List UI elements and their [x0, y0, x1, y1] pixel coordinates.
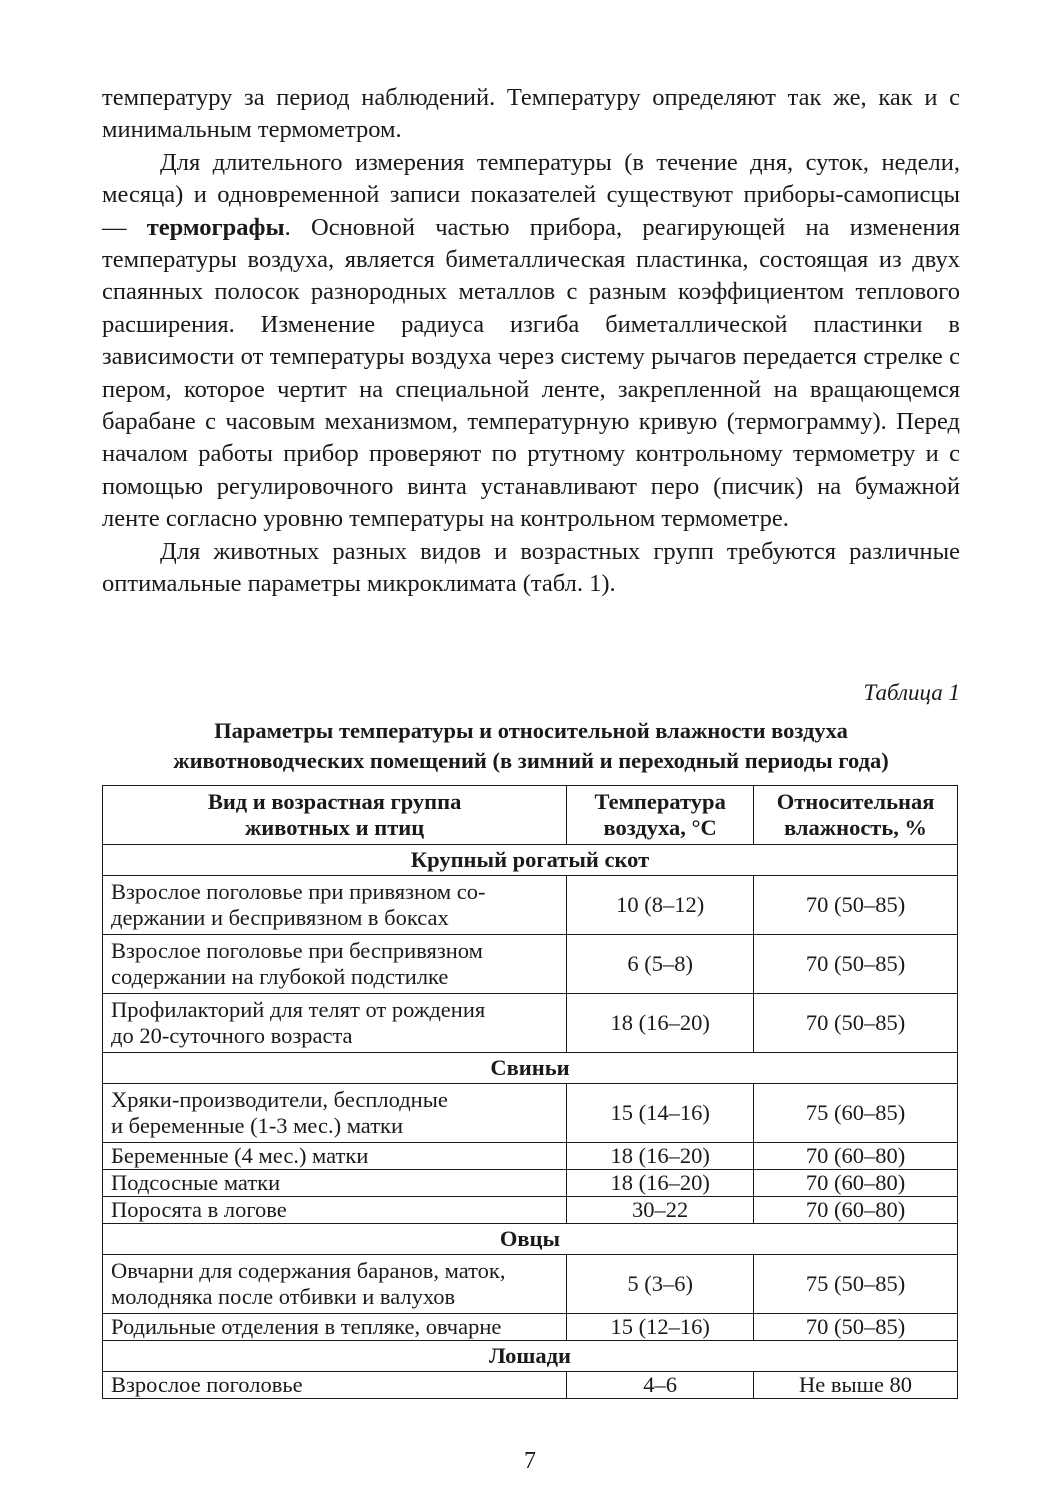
table-caption: [102, 716, 960, 776]
animal-cell: Хряки-производители, бесплодные и беременные (1-3 мес.) матки: [103, 1084, 567, 1143]
humidity-cell: 70 (50–85): [754, 1314, 958, 1341]
temperature-cell: 4–6: [567, 1372, 754, 1399]
paragraph-2-start: Для длительного измерения температуры (в течение дня, суток, недели, месяца) и одновременной записи показателей существуют приборы-самописцы —: [102, 148, 960, 241]
table-caption-line-2: животноводческих помещений (в зимний и переходный периоды года): [173, 748, 889, 773]
humidity-cell: 70 (50–85): [754, 994, 958, 1053]
group-horses: Лошади: [103, 1341, 958, 1372]
animal-cell: Взрослое поголовье: [103, 1372, 567, 1399]
header-humidity: Относительная влажность, %: [754, 786, 958, 845]
temperature-cell: 30–22: [567, 1197, 754, 1224]
group-row: [103, 845, 958, 876]
paragraph-1: температуру за период наблюдений. Температуру определяют так же, как и с минимальным термометром.: [102, 84, 960, 144]
table-caption-line-1: Параметры температуры и относительной влажности воздуха: [214, 718, 848, 743]
body-text: [102, 82, 960, 601]
term-thermographs: термографы: [146, 213, 285, 241]
paragraph-2: [102, 147, 960, 536]
table-row: [103, 1255, 958, 1314]
page-number: 7: [524, 1448, 536, 1474]
table-row: [103, 1372, 958, 1399]
temperature-cell: 15 (14–16): [567, 1084, 754, 1143]
table-row: [103, 994, 958, 1053]
header-temperature: Температура воздуха, °С: [567, 786, 754, 845]
table-row: [103, 1084, 958, 1143]
animal-cell: Родильные отделения в тепляке, овчарне: [103, 1314, 567, 1341]
table-row: [103, 935, 958, 994]
temperature-cell: 18 (16–20): [567, 1143, 754, 1170]
humidity-cell: 70 (50–85): [754, 876, 958, 935]
animal-cell: Овчарни для содержания баранов, маток, молодняка после отбивки и валухов: [103, 1255, 567, 1314]
animal-cell: Подсосные матки: [103, 1170, 567, 1197]
table-row: [103, 876, 958, 935]
group-sheep: Овцы: [103, 1224, 958, 1255]
temperature-cell: 15 (12–16): [567, 1314, 754, 1341]
table-row: [103, 1143, 958, 1170]
header-animal-group: Вид и возрастная группа животных и птиц: [103, 786, 567, 845]
group-row: [103, 1224, 958, 1255]
table-number: Таблица 1: [863, 680, 960, 705]
table-row: [103, 1197, 958, 1224]
humidity-cell: 70 (60–80): [754, 1197, 958, 1224]
temperature-cell: 18 (16–20): [567, 1170, 754, 1197]
animal-cell: Профилакторий для телят от рождения до 20-суточного возраста: [103, 994, 567, 1053]
group-pigs: Свиньи: [103, 1053, 958, 1084]
table-row: [103, 1314, 958, 1341]
animal-cell: Беременные (4 мес.) матки: [103, 1143, 567, 1170]
group-row: [103, 1341, 958, 1372]
humidity-cell: 75 (60–85): [754, 1084, 958, 1143]
table-header-row: [103, 786, 958, 845]
animal-cell: Взрослое поголовье при беспривязном содержании на глубокой подстилке: [103, 935, 567, 994]
temperature-cell: 10 (8–12): [567, 876, 754, 935]
temperature-cell: 6 (5–8): [567, 935, 754, 994]
paragraph-3: Для животных разных видов и возрастных групп требуются различные оптимальные параметры микроклимата (табл. 1).: [102, 537, 960, 598]
humidity-cell: Не выше 80: [754, 1372, 958, 1399]
humidity-cell: 70 (60–80): [754, 1170, 958, 1197]
table-row: [103, 1170, 958, 1197]
group-cattle: Крупный рогатый скот: [103, 845, 958, 876]
temperature-cell: 5 (3–6): [567, 1255, 754, 1314]
animal-cell: Взрослое поголовье при привязном со- держании и беспривязном в боксах: [103, 876, 567, 935]
humidity-cell: 70 (60–80): [754, 1143, 958, 1170]
microclimate-table: [102, 785, 958, 1399]
temperature-cell: 18 (16–20): [567, 994, 754, 1053]
paragraph-2-end: . Основной частью прибора, реагирующей на изменения температуры воздуха, является биметаллическая пластинка, состоящая из двух спаянных полосок разнородных металлов с разным коэффициентом теплового расширения. Изменение радиуса изгиба биметаллической пластинки в зависимости от температуры воздуха через систему рычагов передается стрелке с пером, которое чертит на специальной ленте, закрепленной на вращающемся барабане с часовым механизмом, температурную кривую (термограмму). Перед началом работы прибор проверяют по ртутному контрольному термометру и с помощью регулировочного винта устанавливают перо (писчик) на бумажной ленте согласно уровню температуры на контрольном термометре.: [102, 213, 961, 533]
group-row: [103, 1053, 958, 1084]
animal-cell: Поросята в логове: [103, 1197, 567, 1224]
humidity-cell: 75 (50–85): [754, 1255, 958, 1314]
humidity-cell: 70 (50–85): [754, 935, 958, 994]
